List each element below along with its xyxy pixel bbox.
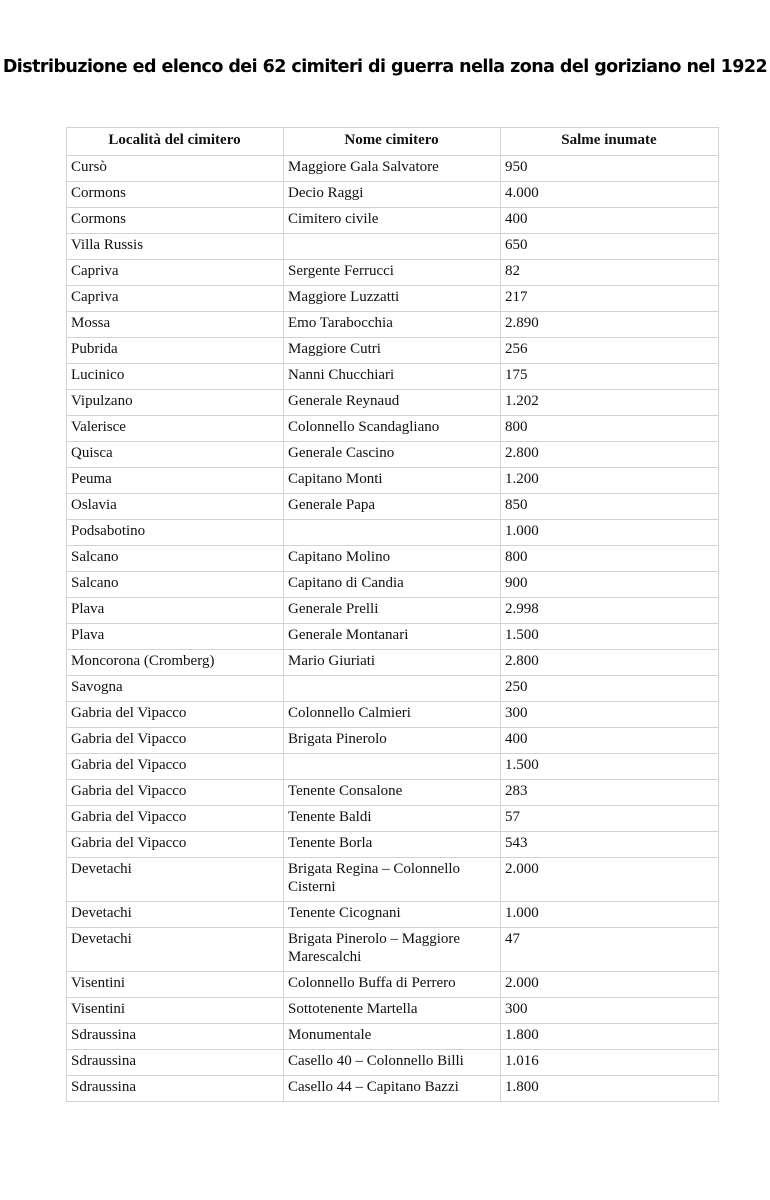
cell-cemetery-name: Tenente Borla	[284, 832, 501, 858]
cell-cemetery-name: Decio Raggi	[284, 182, 501, 208]
cell-buried-count: 1.800	[501, 1024, 719, 1050]
cell-locality: Lucinico	[67, 364, 284, 390]
cell-buried-count: 800	[501, 416, 719, 442]
cell-buried-count: 217	[501, 286, 719, 312]
cell-cemetery-name: Colonnello Calmieri	[284, 702, 501, 728]
cell-locality: Devetachi	[67, 902, 284, 928]
cell-buried-count: 650	[501, 234, 719, 260]
cell-locality: Villa Russis	[67, 234, 284, 260]
cell-locality: Capriva	[67, 260, 284, 286]
table-row	[67, 286, 719, 312]
cell-locality: Mossa	[67, 312, 284, 338]
header-row	[67, 128, 719, 156]
cell-locality: Podsabotino	[67, 520, 284, 546]
table-row	[67, 780, 719, 806]
cell-locality: Gabria del Vipacco	[67, 702, 284, 728]
cell-buried-count: 1.000	[501, 902, 719, 928]
table-row	[67, 182, 719, 208]
table-row	[67, 832, 719, 858]
header-buried-count: Salme inumate	[501, 128, 719, 156]
cell-locality: Peuma	[67, 468, 284, 494]
cell-locality: Valerisce	[67, 416, 284, 442]
cell-buried-count: 1.016	[501, 1050, 719, 1076]
cell-cemetery-name: Colonnello Scandagliano	[284, 416, 501, 442]
cell-cemetery-name: Maggiore Gala Salvatore	[284, 156, 501, 182]
header-cemetery-name: Nome cimitero	[284, 128, 501, 156]
table-row	[67, 156, 719, 182]
cell-cemetery-name: Capitano Monti	[284, 468, 501, 494]
cell-cemetery-name	[284, 234, 501, 260]
cell-locality: Gabria del Vipacco	[67, 754, 284, 780]
cell-locality: Cormons	[67, 182, 284, 208]
cell-cemetery-name: Mario Giuriati	[284, 650, 501, 676]
table-row	[67, 260, 719, 286]
table-row	[67, 624, 719, 650]
cell-buried-count: 1.200	[501, 468, 719, 494]
cell-locality: Cormons	[67, 208, 284, 234]
cell-cemetery-name: Tenente Cicognani	[284, 902, 501, 928]
table-row	[67, 390, 719, 416]
cell-cemetery-name: Brigata Pinerolo – Maggiore Marescalchi	[284, 928, 501, 972]
table-row	[67, 234, 719, 260]
cell-cemetery-name: Sottotenente Martella	[284, 998, 501, 1024]
cell-locality: Cursò	[67, 156, 284, 182]
cell-cemetery-name: Tenente Baldi	[284, 806, 501, 832]
cell-buried-count: 2.800	[501, 650, 719, 676]
table-row	[67, 650, 719, 676]
cell-buried-count: 300	[501, 702, 719, 728]
cell-cemetery-name: Maggiore Cutri	[284, 338, 501, 364]
cell-cemetery-name: Nanni Chucchiari	[284, 364, 501, 390]
table-row	[67, 416, 719, 442]
cell-buried-count: 4.000	[501, 182, 719, 208]
cell-buried-count: 950	[501, 156, 719, 182]
cell-cemetery-name	[284, 520, 501, 546]
cell-cemetery-name	[284, 754, 501, 780]
cell-locality: Gabria del Vipacco	[67, 806, 284, 832]
cell-buried-count: 82	[501, 260, 719, 286]
cell-locality: Devetachi	[67, 928, 284, 972]
cell-cemetery-name: Casello 40 – Colonnello Billi	[284, 1050, 501, 1076]
cell-buried-count: 400	[501, 728, 719, 754]
cell-cemetery-name: Tenente Consalone	[284, 780, 501, 806]
cell-locality: Gabria del Vipacco	[67, 780, 284, 806]
cell-cemetery-name: Casello 44 – Capitano Bazzi	[284, 1076, 501, 1102]
cell-buried-count: 250	[501, 676, 719, 702]
cell-cemetery-name: Generale Papa	[284, 494, 501, 520]
table-row	[67, 1076, 719, 1102]
cell-locality: Gabria del Vipacco	[67, 832, 284, 858]
table-row	[67, 928, 719, 972]
cell-cemetery-name: Emo Tarabocchia	[284, 312, 501, 338]
cemeteries-table	[66, 127, 719, 1102]
table-row	[67, 338, 719, 364]
cell-buried-count: 1.800	[501, 1076, 719, 1102]
cell-cemetery-name: Generale Montanari	[284, 624, 501, 650]
cell-buried-count: 283	[501, 780, 719, 806]
table-row	[67, 1050, 719, 1076]
table-row	[67, 364, 719, 390]
cell-buried-count: 256	[501, 338, 719, 364]
cell-locality: Sdraussina	[67, 1024, 284, 1050]
cell-cemetery-name: Capitano Molino	[284, 546, 501, 572]
cell-locality: Oslavia	[67, 494, 284, 520]
table-row	[67, 520, 719, 546]
cell-buried-count: 47	[501, 928, 719, 972]
cell-locality: Moncorona (Cromberg)	[67, 650, 284, 676]
table-row	[67, 728, 719, 754]
cell-buried-count: 2.800	[501, 442, 719, 468]
cell-buried-count: 400	[501, 208, 719, 234]
cell-locality: Salcano	[67, 572, 284, 598]
cell-buried-count: 1.500	[501, 624, 719, 650]
cell-cemetery-name: Generale Prelli	[284, 598, 501, 624]
cell-locality: Plava	[67, 598, 284, 624]
cell-locality: Vipulzano	[67, 390, 284, 416]
cell-cemetery-name: Capitano di Candia	[284, 572, 501, 598]
cell-locality: Gabria del Vipacco	[67, 728, 284, 754]
cell-locality: Savogna	[67, 676, 284, 702]
document-title: Distribuzione ed elenco dei 62 cimiteri di guerra nella zona del goriziano nel 1922	[2, 57, 768, 77]
table-row	[67, 676, 719, 702]
cell-locality: Plava	[67, 624, 284, 650]
table-row	[67, 806, 719, 832]
cell-cemetery-name: Cimitero civile	[284, 208, 501, 234]
cell-cemetery-name: Generale Cascino	[284, 442, 501, 468]
cell-locality: Quisca	[67, 442, 284, 468]
cell-buried-count: 543	[501, 832, 719, 858]
cell-locality: Devetachi	[67, 858, 284, 902]
table-body	[67, 156, 719, 1102]
cell-locality: Visentini	[67, 998, 284, 1024]
cell-buried-count: 175	[501, 364, 719, 390]
cell-buried-count: 800	[501, 546, 719, 572]
cell-buried-count: 1.202	[501, 390, 719, 416]
table-row	[67, 572, 719, 598]
table-row	[67, 1024, 719, 1050]
table-row	[67, 598, 719, 624]
cell-locality: Salcano	[67, 546, 284, 572]
cell-locality: Pubrida	[67, 338, 284, 364]
table-row	[67, 546, 719, 572]
table-header	[67, 128, 719, 156]
table-row	[67, 468, 719, 494]
table-row	[67, 858, 719, 902]
cell-buried-count: 57	[501, 806, 719, 832]
cell-buried-count: 1.500	[501, 754, 719, 780]
table-row	[67, 998, 719, 1024]
cell-cemetery-name: Brigata Regina – Colonnello Cisterni	[284, 858, 501, 902]
cell-locality: Visentini	[67, 972, 284, 998]
table-row	[67, 442, 719, 468]
cell-buried-count: 900	[501, 572, 719, 598]
cell-locality: Sdraussina	[67, 1076, 284, 1102]
cell-cemetery-name: Generale Reynaud	[284, 390, 501, 416]
cell-locality: Capriva	[67, 286, 284, 312]
table-row	[67, 972, 719, 998]
cell-buried-count: 2.000	[501, 858, 719, 902]
cell-buried-count: 2.998	[501, 598, 719, 624]
cell-cemetery-name: Maggiore Luzzatti	[284, 286, 501, 312]
table-row	[67, 702, 719, 728]
table-row	[67, 494, 719, 520]
table-row	[67, 312, 719, 338]
cell-cemetery-name: Monumentale	[284, 1024, 501, 1050]
cell-buried-count: 1.000	[501, 520, 719, 546]
cell-cemetery-name: Brigata Pinerolo	[284, 728, 501, 754]
header-locality: Località del cimitero	[67, 128, 284, 156]
table-row	[67, 754, 719, 780]
cell-buried-count: 850	[501, 494, 719, 520]
table-row	[67, 902, 719, 928]
cell-buried-count: 2.890	[501, 312, 719, 338]
table-row	[67, 208, 719, 234]
cell-cemetery-name: Colonnello Buffa di Perrero	[284, 972, 501, 998]
cell-cemetery-name	[284, 676, 501, 702]
cell-buried-count: 2.000	[501, 972, 719, 998]
cell-locality: Sdraussina	[67, 1050, 284, 1076]
cell-buried-count: 300	[501, 998, 719, 1024]
cell-cemetery-name: Sergente Ferrucci	[284, 260, 501, 286]
